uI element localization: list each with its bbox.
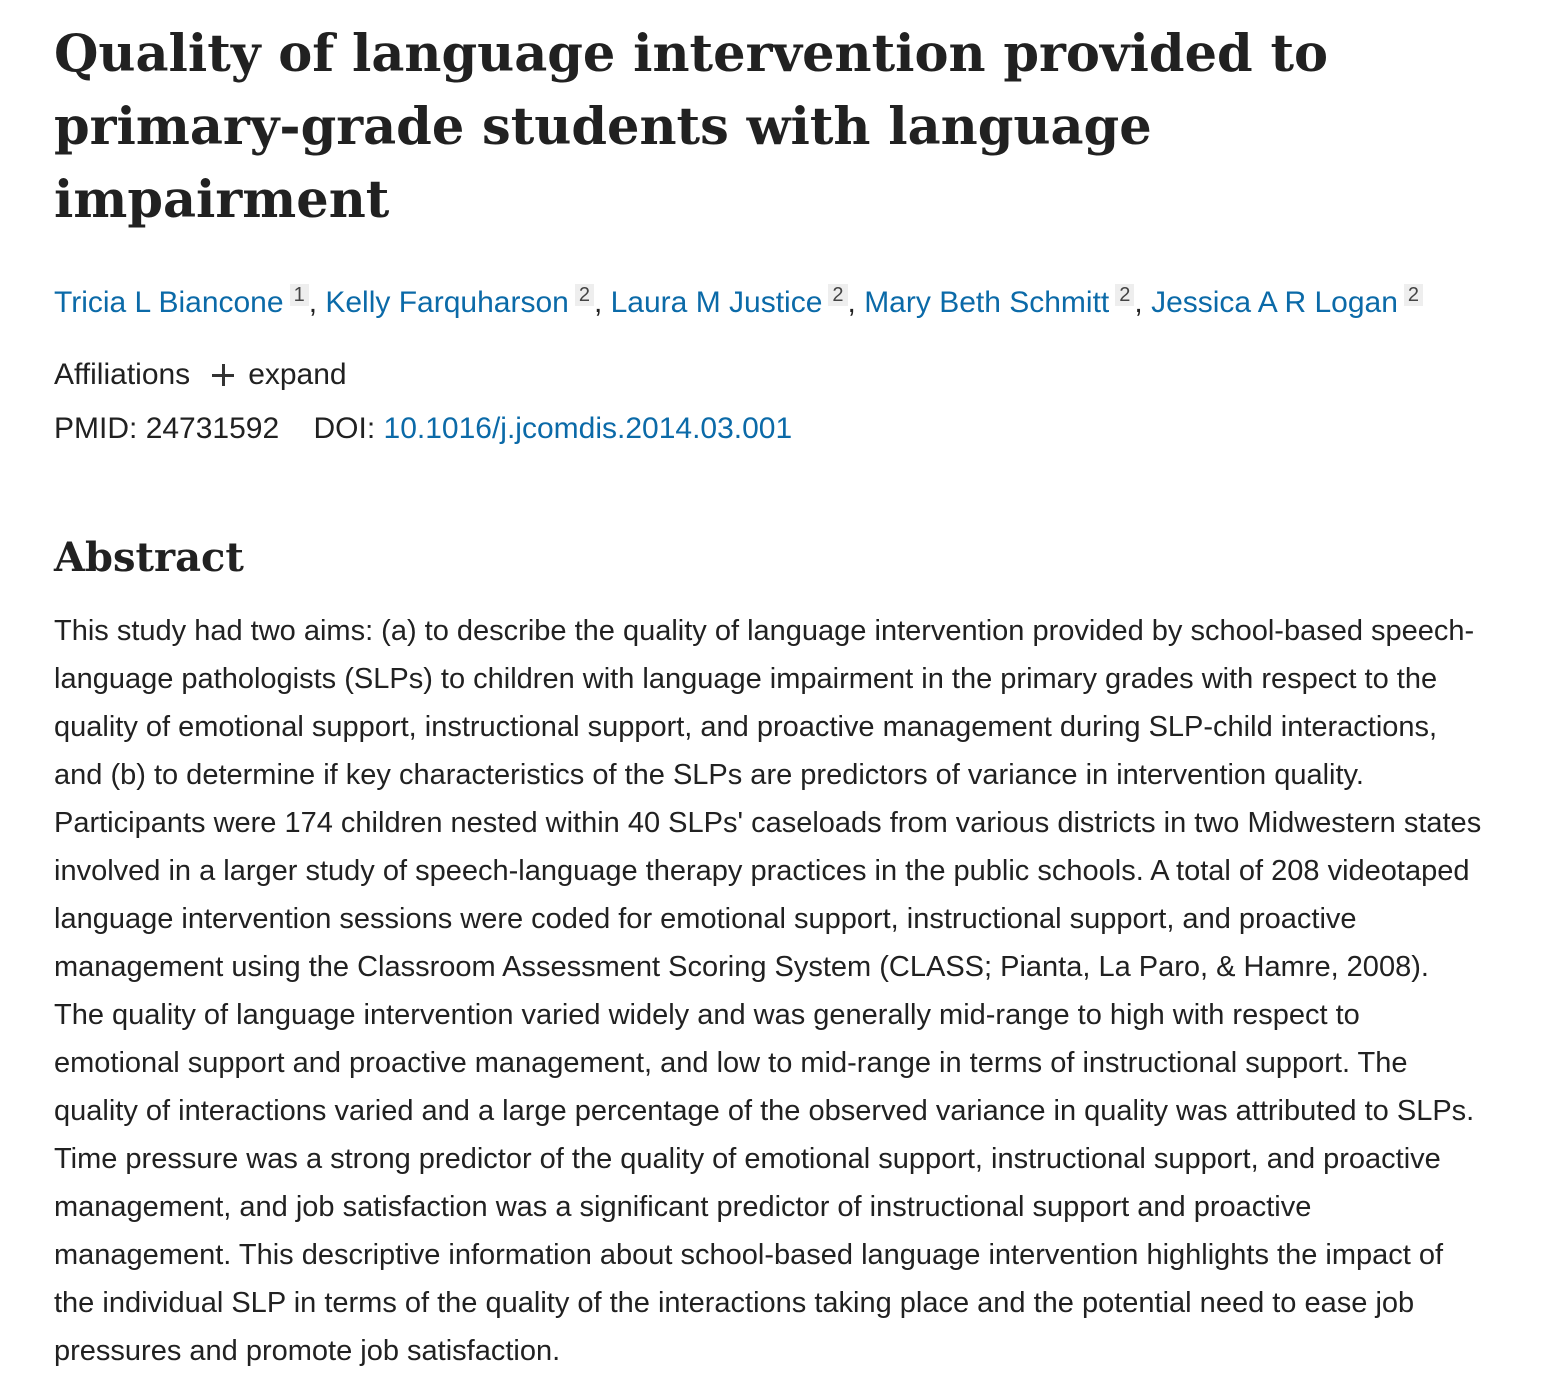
- affiliation-ref[interactable]: 1: [290, 284, 309, 306]
- author-list: [54, 283, 1487, 323]
- affiliation-ref[interactable]: 2: [575, 284, 594, 306]
- affiliations-expand-button[interactable]: [212, 355, 346, 395]
- plus-icon: [212, 364, 234, 386]
- author-separator: ,: [847, 286, 865, 319]
- affiliation-ref[interactable]: 2: [1115, 284, 1134, 306]
- author-separator: ,: [593, 286, 611, 319]
- author-link[interactable]: Tricia L Biancone: [54, 286, 284, 319]
- expand-label: expand: [248, 358, 347, 391]
- abstract-heading: Abstract: [54, 534, 244, 581]
- author-link[interactable]: Jessica A R Logan: [1151, 286, 1398, 319]
- affiliations-row: [54, 355, 1487, 395]
- affiliations-label: Affiliations: [54, 358, 191, 391]
- doi-label: DOI:: [313, 412, 376, 445]
- page-title: [54, 18, 1487, 237]
- affiliation-ref[interactable]: 2: [1404, 284, 1423, 306]
- author-separator: ,: [308, 286, 326, 319]
- identifiers-row: [54, 409, 1487, 449]
- author-link[interactable]: Mary Beth Schmitt: [864, 286, 1110, 319]
- title-line-1: Quality of language intervention provided to: [54, 24, 1329, 84]
- author-separator: ,: [1134, 286, 1152, 319]
- author-link[interactable]: Laura M Justice: [610, 286, 823, 319]
- author-link[interactable]: Kelly Farquharson: [325, 286, 569, 319]
- abstract-text: This study had two aims: (a) to describe the quality of language intervention provided by school-based speech-language pathologists (SLPs) to children with language impairment in the primary grades with respect to the quality of emotional support, instructional support, and proactive management during SLP-child interactions, and (b) to determine if key characteristics of the SLPs are predictors of variance in intervention quality. Participants were 174 children nested within 40 SLPs' caseloads from various districts in two Midwestern states involved in a larger study of speech-language therapy practices in the public schools. A total of 208 videotaped language intervention sessions were coded for emotional support, instructional support, and proactive management using the Classroom Assessment Scoring System (CLASS; Pianta, La Paro, & Hamre, 2008). The quality of language intervention varied widely and was generally mid-range to high with respect to emotional support and proactive management, and low to mid-range in terms of instructional support. The quality of interactions varied and a large percentage of the observed variance in quality was attributed to SLPs. Time pressure was a strong predictor of the quality of emotional support, instructional support, and proactive management, and job satisfaction was a significant predictor of instructional support and proactive management. This descriptive information about school-based language intervention highlights the impact of the individual SLP in terms of the quality of the interactions taking place and the potential need to ease job pressures and promote job satisfaction.: [54, 615, 1482, 1367]
- doi-link[interactable]: 10.1016/j.jcomdis.2014.03.001: [383, 412, 793, 445]
- affiliation-ref[interactable]: 2: [828, 284, 847, 306]
- pmid-label: PMID:: [54, 412, 138, 445]
- pmid-value: 24731592: [145, 412, 280, 445]
- title-line-2: primary-grade students with language impairment: [54, 97, 1152, 230]
